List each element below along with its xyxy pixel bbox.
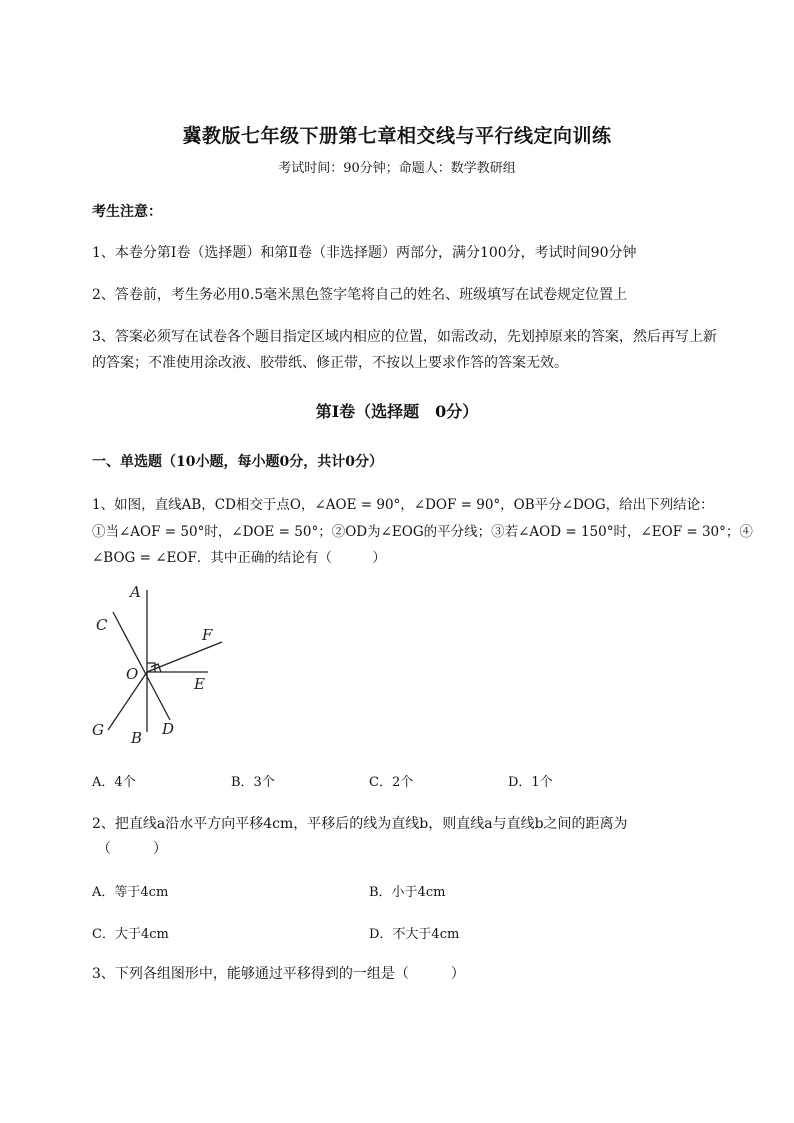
q1-option-c[interactable]: C．2个 — [369, 775, 414, 790]
notice-item-1: 1、本卷分第Ⅰ卷（选择题）和第Ⅱ卷（非选择题）两部分，满分100分，考试时间90分钟 — [92, 245, 637, 261]
label-d: D — [162, 720, 175, 738]
document-title: 冀教版七年级下册第七章相交线与平行线定向训练 — [182, 125, 612, 147]
label-a: A — [130, 583, 141, 601]
q2-option-c[interactable]: C．大于4cm — [92, 927, 169, 942]
part-title: 一、单选题（10小题，每小题0分，共计0分） — [92, 454, 383, 470]
q2-option-b[interactable]: B．小于4cm — [369, 885, 446, 900]
section-title: 第Ⅰ卷（选择题 0分） — [315, 402, 479, 421]
q2-option-d[interactable]: D．不大于4cm — [369, 927, 460, 942]
label-f: F — [202, 626, 213, 644]
q1-option-d[interactable]: D．1个 — [508, 775, 553, 790]
q3-line-1: 3、下列各组图形中，能够通过平移得到的一组是（ ） — [92, 966, 465, 982]
label-b: B — [131, 729, 143, 747]
label-g: G — [92, 721, 104, 739]
q2-option-a[interactable]: A．等于4cm — [92, 885, 169, 900]
q1-line-3: ∠BOG = ∠EOF．其中正确的结论有（ ） — [92, 550, 386, 566]
q1-figure — [80, 580, 240, 750]
notice-item-2: 2、答卷前，考生务必用0.5毫米黑色签字笔将自己的姓名、班级填写在试卷规定位置上 — [92, 287, 628, 303]
notice-item-3-line-1: 3、答案必须写在试卷各个题目指定区域内相应的位置，如需改动，先划掉原来的答案，然后再写上新 — [92, 329, 717, 345]
q2-line-2: （ ） — [97, 841, 167, 857]
notice-item-3-line-2: 的答案；不准使用涂改液、胶带纸、修正带，不按以上要求作答的答案无效。 — [92, 355, 568, 371]
label-e: E — [194, 675, 205, 693]
q1-option-b[interactable]: B．3个 — [231, 775, 275, 790]
label-o: O — [126, 665, 139, 683]
q1-line-2: ①当∠AOF = 50°时，∠DOE = 50°；②OD为∠EOG的平分线；③若∠AOD = 150°时，∠EOF = 30°；④ — [92, 524, 753, 540]
notice-heading: 考生注意： — [92, 204, 162, 220]
ray-of — [147, 642, 222, 672]
q1-line-1: 1、如图，直线AB，CD相交于点O，∠AOE = 90°，∠DOF = 90°，OB平分∠DOG，给出下列结论： — [92, 497, 714, 513]
q1-option-a[interactable]: A．4个 — [92, 775, 136, 790]
label-c: C — [96, 616, 108, 634]
document-subtitle: 考试时间：90分钟；命题人：数学教研组 — [278, 161, 516, 176]
q2-line-1: 2、把直线a沿水平方向平移4cm，平移后的线为直线b，则直线a与直线b之间的距离为 — [92, 816, 628, 832]
